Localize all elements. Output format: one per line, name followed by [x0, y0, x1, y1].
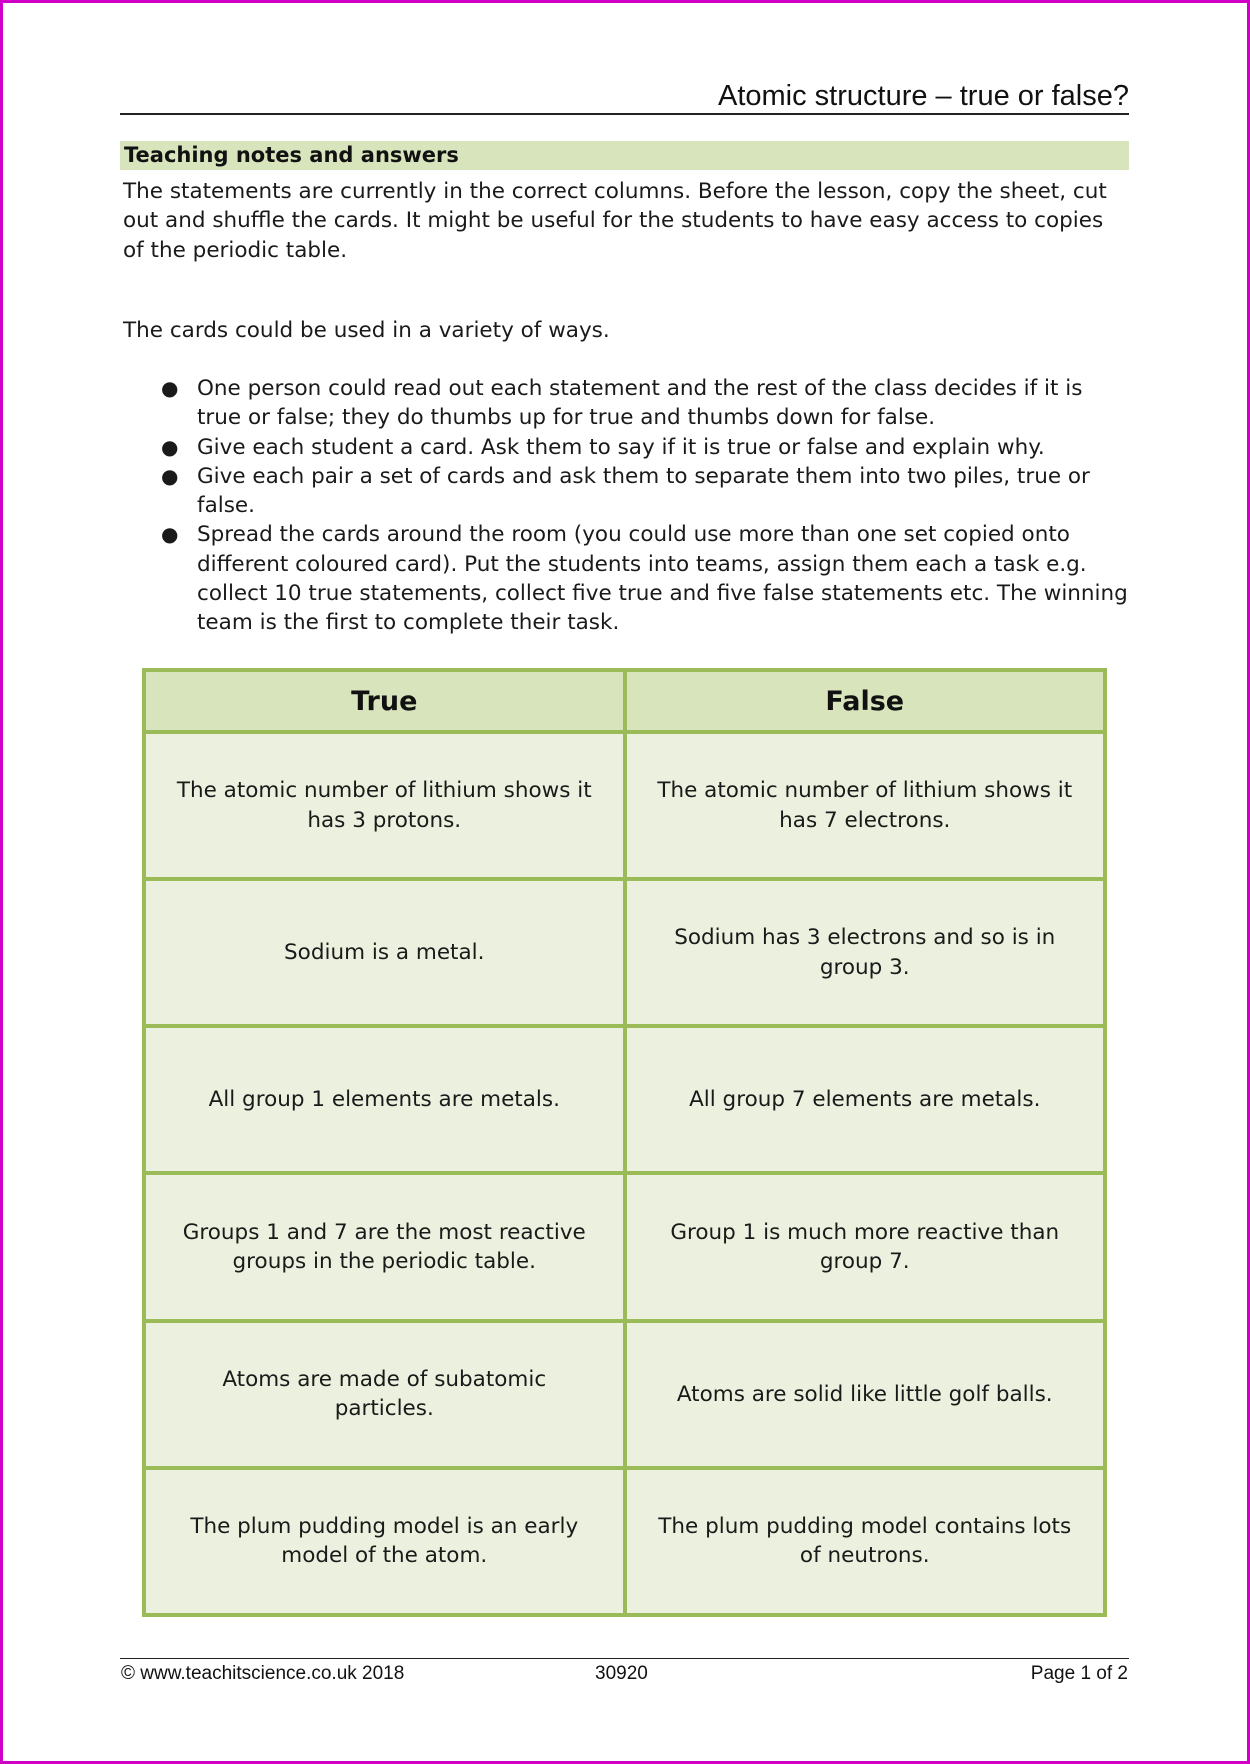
bullet-icon: ● [161, 376, 179, 400]
section-heading: Teaching notes and answers [124, 143, 459, 167]
bullet-icon: ● [161, 522, 179, 547]
table-header-row [144, 670, 1105, 732]
false-card: All group 7 elements are metals. [625, 1026, 1106, 1173]
true-card: All group 1 elements are metals. [144, 1026, 625, 1173]
list-item: ● Give each student a card. Ask them to say if it is true or false and explain why. [123, 433, 1128, 462]
bullet-icon: ● [161, 434, 179, 459]
true-card: Atoms are made of subatomic particles. [144, 1321, 625, 1468]
list-item: ● Give each pair a set of cards and ask them to separate them into two piles, true or false. [161, 463, 1090, 519]
false-card: Group 1 is much more reactive than group 7. [625, 1173, 1106, 1320]
table-row [144, 1321, 1105, 1468]
table-row [144, 1468, 1105, 1615]
column-header-false: False [625, 670, 1106, 732]
title-divider [120, 113, 1129, 115]
document-title: Atomic structure – true or false? [718, 80, 1129, 112]
false-card: Sodium has 3 electrons and so is in group 3. [625, 879, 1106, 1026]
true-card: Sodium is a metal. [144, 879, 625, 1026]
table-row [144, 1026, 1105, 1173]
bullet-icon: ● [161, 463, 179, 488]
section-heading-bar [120, 141, 1129, 170]
table-row [144, 1173, 1105, 1320]
false-card: The plum pudding model contains lots of neutrons. [625, 1468, 1106, 1615]
intro-paragraph-2: The cards could be used in a variety of ways. [123, 318, 610, 343]
true-false-card-table [142, 668, 1107, 1617]
table-row [144, 879, 1105, 1026]
footer-page-number: Page 1 of 2 [1030, 1663, 1128, 1684]
list-item: ● Spread the cards around the room (you could use more than one set copied onto different coloured card). Put the students into teams, assign them each a task e.g. collect 10 true statements, collect five true and five false statements etc. The winning team is the first to complete their task. [161, 522, 1128, 636]
intro-paragraph-1: The statements are currently in the correct columns. Before the lesson, copy the sheet, cut out and shuffle the cards. It might be useful for the students to have easy access to copies of the periodic table. [123, 179, 1107, 263]
false-card: Atoms are solid like little golf balls. [625, 1321, 1106, 1468]
true-card: The atomic number of lithium shows it has 3 protons. [144, 732, 625, 879]
footer-code: 30920 [595, 1663, 648, 1684]
list-item: ● One person could read out each statement and the rest of the class decides if it is true or false; they do thumbs up for true and thumbs down for false. [161, 376, 1083, 431]
footer-copyright: © www.teachitscience.co.uk 2018 [121, 1663, 405, 1684]
table-row [144, 732, 1105, 879]
false-card: The atomic number of lithium shows it has 7 electrons. [625, 732, 1106, 879]
true-card: The plum pudding model is an early model of the atom. [144, 1468, 625, 1615]
true-card: Groups 1 and 7 are the most reactive groups in the periodic table. [144, 1173, 625, 1320]
footer-divider [120, 1658, 1129, 1659]
column-header-true: True [144, 670, 625, 732]
usage-list [123, 374, 1128, 638]
